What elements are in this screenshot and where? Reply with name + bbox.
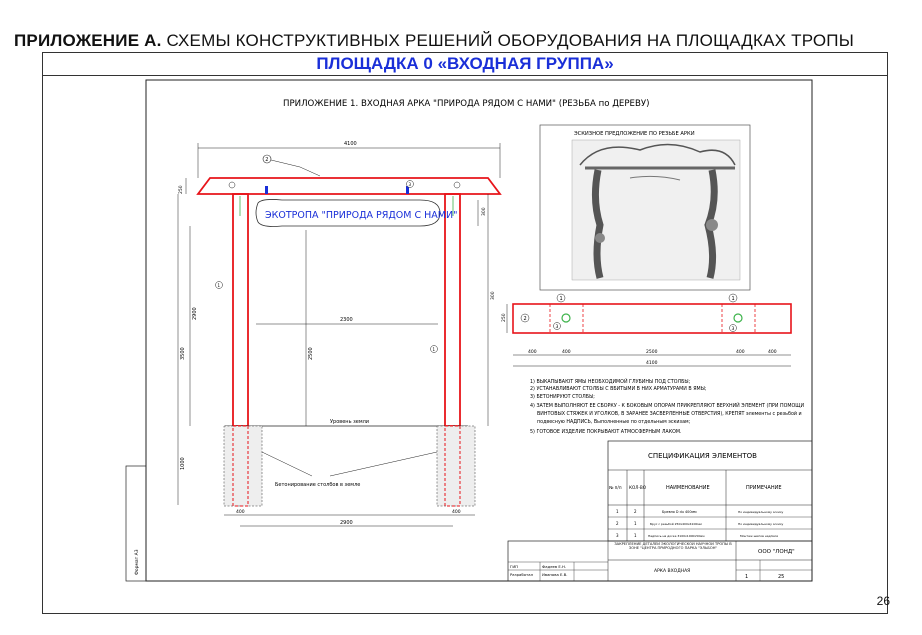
stamp-role: Разработал <box>510 572 534 577</box>
dim-base-1: 400 <box>236 510 245 515</box>
dim-right-2: 300 <box>491 291 496 300</box>
spec-header: ПРИМЕЧАНИЕ <box>746 485 782 491</box>
dim-post-height: 2500 <box>308 347 314 360</box>
note-line: 3) БЕТОНИРУЮТ СТОЛБЫ; <box>530 395 595 400</box>
spec-header: № п/п <box>609 485 622 490</box>
stamp-name: Фадеев Е.Н. <box>542 564 567 569</box>
spec-cell: 2 <box>616 521 619 526</box>
spec-header: НАИМЕНОВАНИЕ <box>666 485 710 491</box>
dim-bottom-width: 2900 <box>340 520 353 526</box>
dim-right: 300 <box>482 207 487 216</box>
spec-cell: Брус с резьбой 250х400х4100мм <box>650 522 702 526</box>
spec-cell: По индивидуальному эскизу <box>738 510 784 514</box>
callout-3-plan-b: 3 <box>731 327 735 332</box>
sign-text: ЭКОТРОПА "ПРИРОДА РЯДОМ С НАМИ" <box>265 210 458 221</box>
spec-cell: 3 <box>616 533 619 538</box>
dim-inner-width: 2300 <box>340 317 353 323</box>
spec-header: КОЛ-ВО <box>629 485 647 490</box>
spec-cell: Надпись на доске 3100х1000х50мм <box>648 534 705 538</box>
stamp-project: ЗАКРЕПЛЕНИЕ ДЕТАЛЕЙ ЭКОЛОГИЧЕСКОЙ НАУЧНОЙ ТРОПЫ В ЗОНЕ "ЦЕНТРА ПРИРОДНОГО ПАРКА "ЭЛЬБОН" <box>614 542 732 551</box>
page-title-rest: СХЕМЫ КОНСТРУКТИВНЫХ РЕШЕНИЙ ОБОРУДОВАНИЯ НА ПЛОЩАДКАХ ТРОПЫ <box>161 31 854 50</box>
dim-plan-2500: 2500 <box>646 350 658 355</box>
callout-3-plan-a: 3 <box>555 325 559 330</box>
callout-2-top: 2 <box>265 157 269 163</box>
dim-top-width: 4100 <box>344 141 357 147</box>
spec-cell: 2 <box>634 509 637 514</box>
callout-1-right: 1 <box>432 347 436 352</box>
stamp-sheet: 1 <box>745 574 749 580</box>
page-title-bold: ПРИЛОЖЕНИЕ А. <box>14 31 162 50</box>
dim-plan-total: 4100 <box>646 361 658 366</box>
callout-1-left: 1 <box>217 283 221 288</box>
dim-left-2: 3500 <box>180 347 186 360</box>
callout-2-plan: 2 <box>523 316 527 322</box>
dim-left-1: 2900 <box>192 307 198 320</box>
ground-label: Уровень земли <box>330 419 370 425</box>
dim-plan-400b: 400 <box>562 350 571 355</box>
assembly-notes <box>530 378 805 435</box>
dim-plan-400d: 400 <box>768 350 777 355</box>
callout-1-plan-b: 1 <box>731 296 735 302</box>
concrete-label: Бетонирование столбов в земле <box>275 482 361 488</box>
spec-table <box>608 441 812 541</box>
spec-cell: 1 <box>634 521 637 526</box>
dim-underground: 1000 <box>180 457 186 470</box>
spec-cell: Монтаж шипов надписи <box>740 534 779 538</box>
dim-plan-400a: 400 <box>528 350 537 355</box>
spec-cell: Бревно D du 400мм <box>662 510 697 514</box>
dim-top-small: 250 <box>179 185 184 194</box>
stamp-name: Иванова Е.В. <box>542 572 568 577</box>
dim-base-2: 400 <box>452 510 461 515</box>
note-line: ВИНТОВЫХ СТЯЖЕК И УГОЛКОВ, В ЗАРАНЕЕ ЗАСВЕРЛЕННЫЕ ОТВЕРСТИЯ), КРЕПЯТ элементы с резьбой и <box>537 412 802 417</box>
stamp-sheet-name: АРКА ВХОДНАЯ <box>654 569 691 574</box>
callout-1-plan-a: 1 <box>559 296 563 302</box>
callout-3-top: 3 <box>408 182 412 187</box>
arch-sketch <box>572 140 740 280</box>
stamp-company: ООО "ЛОНД" <box>758 549 795 555</box>
drawing-title: ПРИЛОЖЕНИЕ 1. ВХОДНАЯ АРКА "ПРИРОДА РЯДОМ С НАМИ" (РЕЗЬБА по ДЕРЕВУ) <box>283 99 650 109</box>
stamp-sheets: 25 <box>778 574 785 580</box>
stamp-role: ГИП <box>510 564 519 569</box>
note-line: 1) ВЫКАПЫВАЮТ ЯМЫ НЕОБХОДИМОЙ ГЛУБИНЫ ПОД СТОЛБЫ; <box>530 380 691 385</box>
title-block <box>508 541 812 581</box>
dim-plan-depth: 250 <box>502 313 507 322</box>
page-number: 26 <box>876 594 890 608</box>
section-subtitle: ПЛОЩАДКА 0 «ВХОДНАЯ ГРУППА» <box>43 53 887 76</box>
note-line: подвесную НАДПИСЬ, Выполненные по отдельным эскизам; <box>537 420 691 425</box>
spec-cell: По индивидуальному эскизу <box>738 522 784 526</box>
dim-plan-400c: 400 <box>736 350 745 355</box>
spec-title: СПЕЦИФИКАЦИЯ ЭЛЕМЕНТОВ <box>648 452 757 460</box>
spec-cell: 1 <box>616 509 619 514</box>
sketch-caption: ЭСКИЗНОЕ ПРЕДЛОЖЕНИЕ ПО РЕЗЬБЕ АРКИ <box>574 131 695 137</box>
stamp-side: Формат А3 <box>135 549 140 575</box>
note-line: 2) УСТАНАВЛИВАЮТ СТОЛБЫ С ВБИТЫМИ В НИХ АРМАТУРАМИ В ЯМЫ; <box>530 387 707 392</box>
spec-cell: 1 <box>634 533 637 538</box>
note-line: 5) ГОТОВОЕ ИЗДЕЛИЕ ПОКРЫВАЮТ АТМОСФЕРНЫМ ЛАКОМ. <box>530 430 682 435</box>
note-line: 4) ЗАТЕМ ВЫПОЛНЯЮТ ЕЕ СБОРКУ - К БОКОВЫМ ОПОРАМ ПРИКРЕПЛЯЮТ ВЕРХНИЙ ЭЛЕМЕНТ (ПРИ ПОМОЩИ <box>530 404 805 409</box>
